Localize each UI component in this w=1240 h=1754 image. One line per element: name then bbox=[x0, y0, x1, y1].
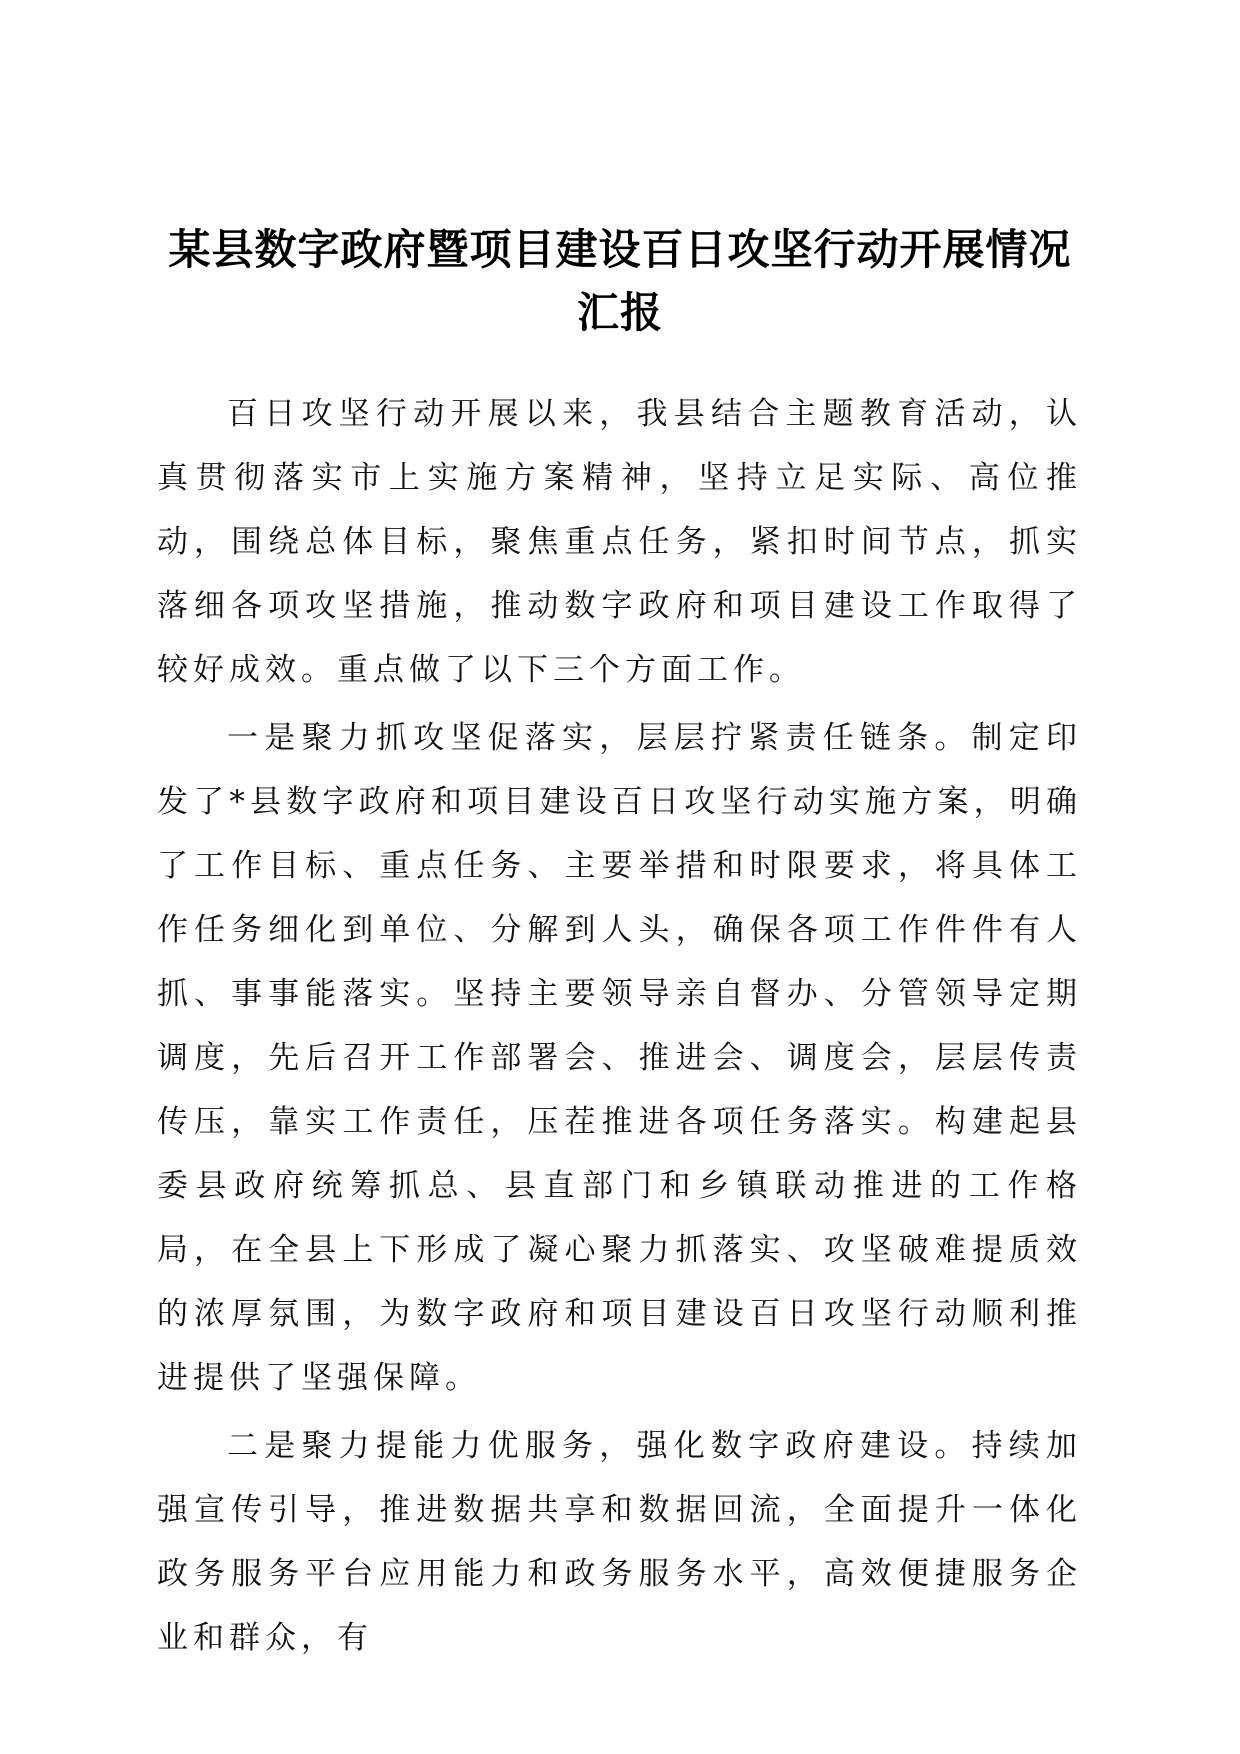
document-title: 某县数字政府暨项目建设百日攻坚行动开展情况汇报 bbox=[168, 225, 1072, 337]
paragraph-intro: 百日攻坚行动开展以来，我县结合主题教育活动，认真贯彻落实市上实施方案精神，坚持立足实际、高位推动，围绕总体目标，聚焦重点任务，紧扣时间节点，抓实落细各项攻坚措施，推动数字政府和项目建设工作取得了较好成效。重点做了以下三个方面工作。 bbox=[157, 396, 1082, 688]
document-body bbox=[157, 382, 1082, 1674]
paragraph-point-two: 二是聚力提能力优服务，强化数字政府建设。持续加强宣传引导，推进数据共享和数据回流，全面提升一体化政务服务平台应用能力和政务服务水平，高效便捷服务企业和群众，有 bbox=[157, 1428, 1082, 1656]
paragraph-point-one: 一是聚力抓攻坚促落实，层层拧紧责任链条。制定印发了*县数字政府和项目建设百日攻坚行动实施方案，明确了工作目标、重点任务、主要举措和时限要求，将具体工作任务细化到单位、分解到人头，确保各项工作件件有人抓、事事能落实。坚持主要领导亲自督办、分管领导定期调度，先后召开工作部署会、推进会、调度会，层层传责传压，靠实工作责任，压茬推进各项任务落实。构建起县委县政府统筹抓总、县直部门和乡镇联动推进的工作格局，在全县上下形成了凝心聚力抓落实、攻坚破难提质效的浓厚氛围，为数字政府和项目建设百日攻坚行动顺利推进提供了坚强保障。 bbox=[157, 720, 1082, 1396]
